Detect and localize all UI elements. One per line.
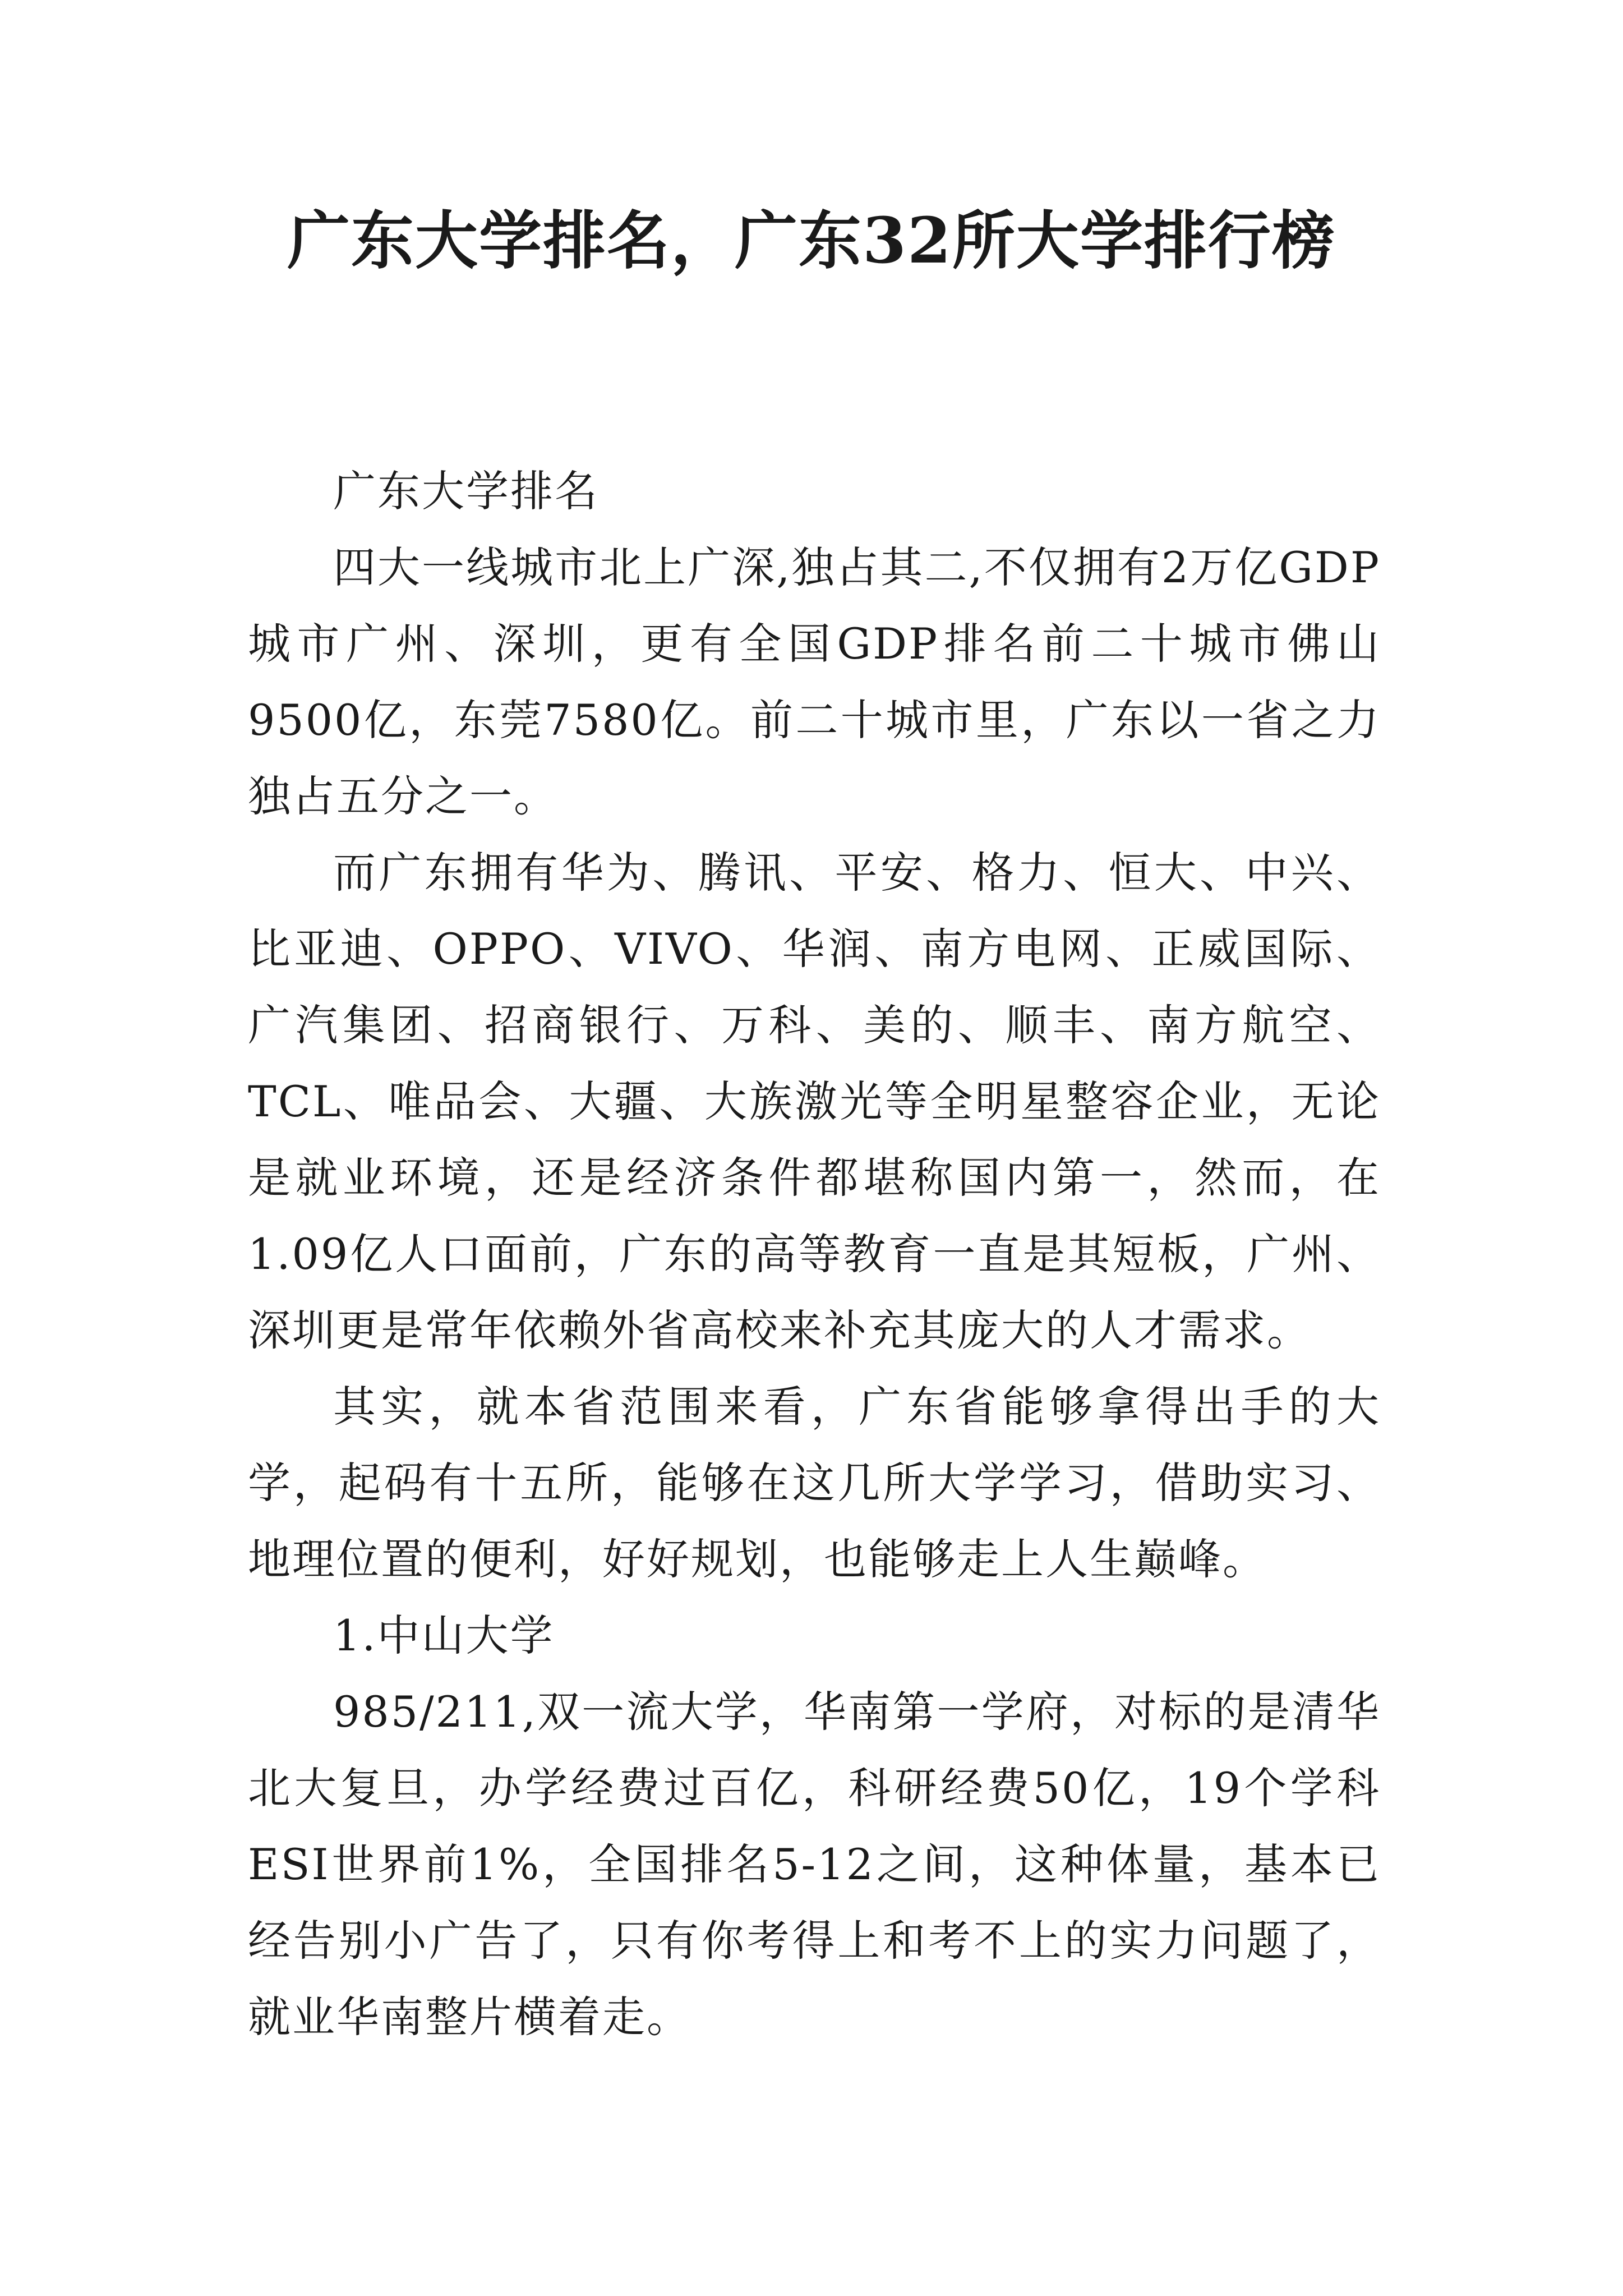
- document-body: [248, 453, 1381, 2055]
- paragraph: 而广东拥有华为、腾讯、平安、格力、恒大、中兴、比亚迪、OPPO、VIVO、华润、南方电网、正威国际、广汽集团、招商银行、万科、美的、顺丰、南方航空、TCL、唯品会、大疆、大族激光等全明星整容企业，无论是就业环境，还是经济条件都堪称国内第一，然而，在1.09亿人口面前，广东的高等教育一直是其短板，广州、深圳更是常年依赖外省高校来补充其庞大的人才需求。: [248, 848, 1381, 1355]
- page-title: 广东大学排名，广东32所大学排行榜: [287, 204, 1336, 278]
- paragraph: 985/211,双一流大学，华南第一学府，对标的是清华北大复旦，办学经费过百亿，科研经费50亿，19个学科ESI世界前1%，全国排名5-12之间，这种体量，基本已经告别小广告了，只有你考得上和考不上的实力问题了，就业华南整片横着走。: [248, 1687, 1381, 2042]
- paragraph: 四大一线城市北上广深,独占其二,不仅拥有2万亿GDP城市广州、深圳，更有全国GDP排名前二十城市佛山9500亿，东莞7580亿。前二十城市里，广东以一省之力独占五分之一。: [248, 542, 1381, 821]
- paragraph: 其实，就本省范围来看，广东省能够拿得出手的大学，起码有十五所，能够在这几所大学学习，借助实习、地理位置的便利，好好规划，也能够走上人生巅峰。: [248, 1382, 1381, 1584]
- list-item-heading: 1.中山大学: [333, 1611, 555, 1660]
- section-heading: 广东大学排名: [333, 466, 599, 516]
